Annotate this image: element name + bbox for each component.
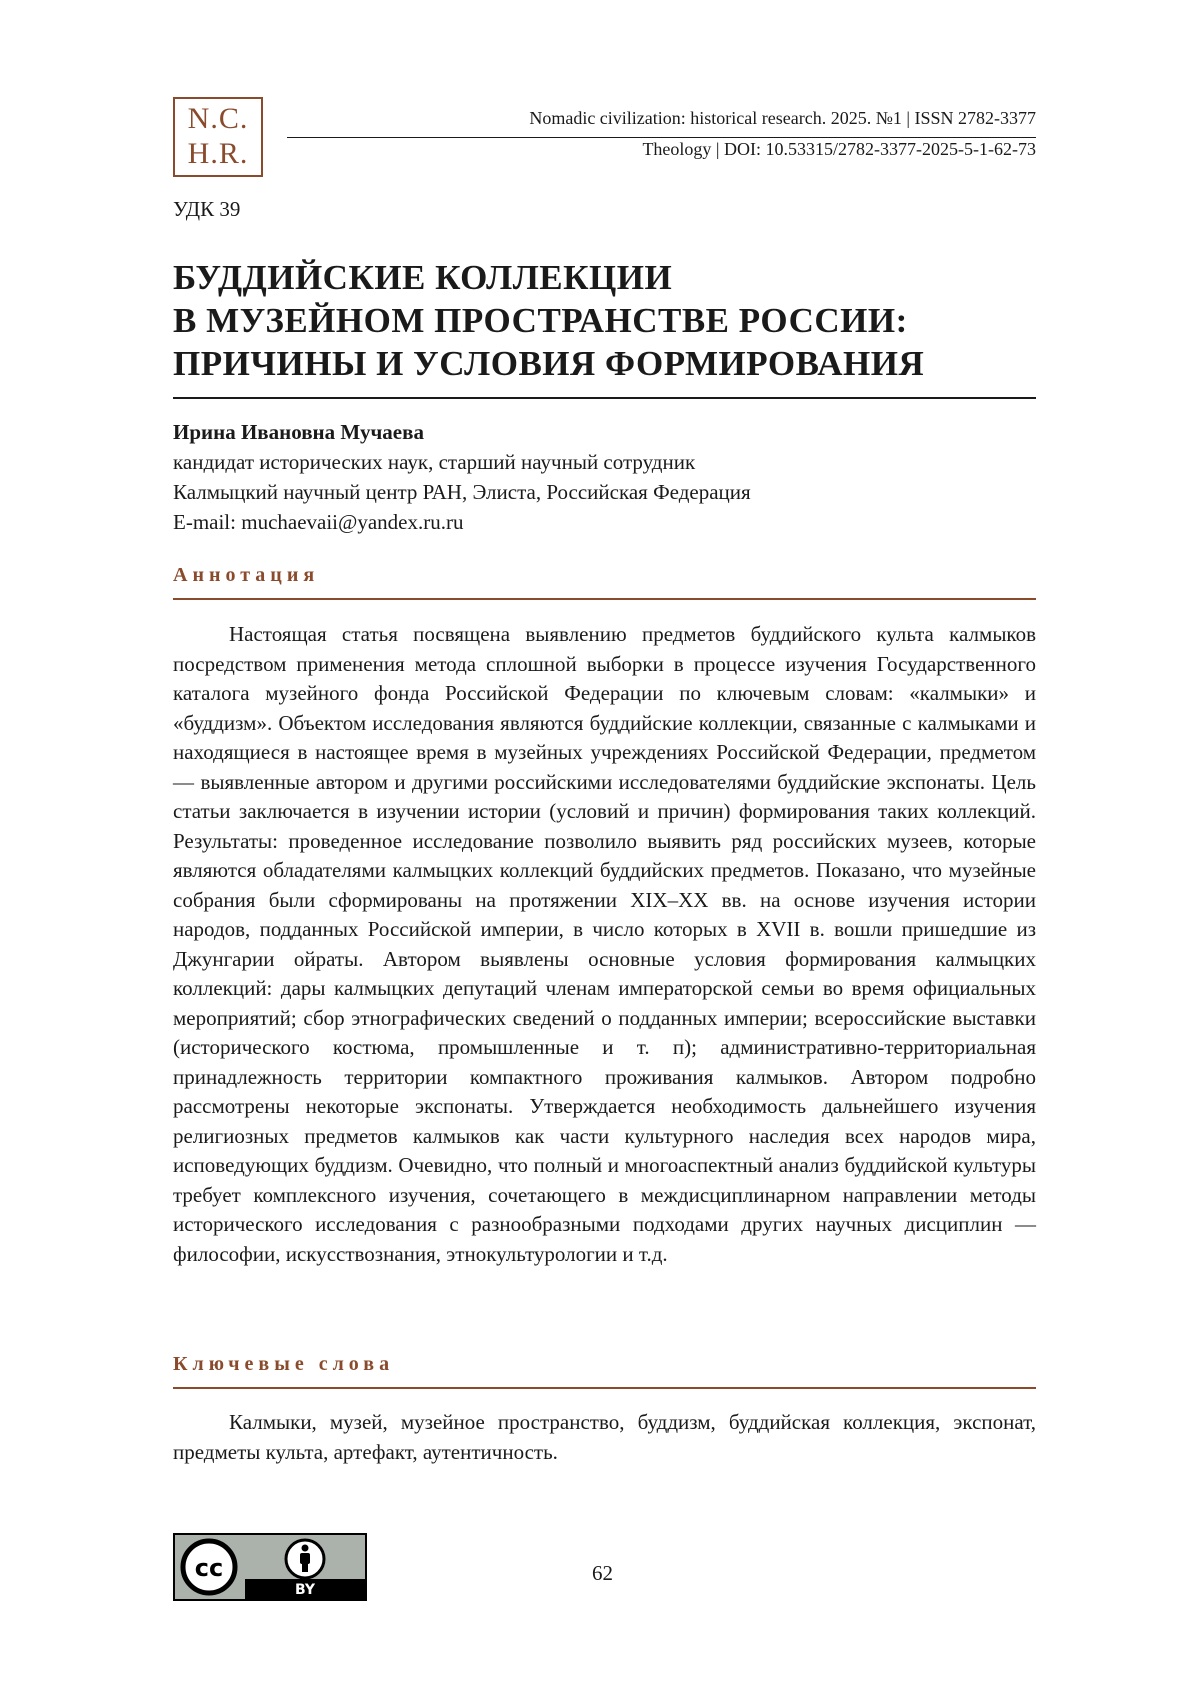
author-position: кандидат исторических наук, старший научный сотрудник	[173, 450, 696, 474]
title-divider	[173, 397, 1036, 399]
abstract-body	[173, 620, 1036, 1269]
title-line-1: БУДДИЙСКИЕ КОЛЛЕКЦИИ	[173, 258, 673, 297]
abstract-heading: Аннотация	[173, 564, 320, 586]
logo-line-2: H.R.	[187, 137, 249, 170]
title-line-2: В МУЗЕЙНОМ ПРОСТРАНСТВЕ РОССИИ:	[173, 301, 908, 340]
keywords-body	[173, 1408, 1036, 1467]
svg-text:cc: cc	[194, 1554, 224, 1582]
keywords-heading: Ключевые слова	[173, 1353, 395, 1375]
author-name: Ирина Ивановна Мучаева	[173, 420, 424, 444]
attribution-icon	[283, 1537, 327, 1581]
page-number: 62	[592, 1561, 613, 1585]
creative-commons-icon	[179, 1537, 239, 1597]
keywords-divider	[173, 1387, 1036, 1389]
keywords-text: Калмыки, музей, музейное пространство, буддизм, буддийская коллекция, экспонат, предметы культа, артефакт, аутентичность.	[173, 1410, 1036, 1464]
cc-by-license-badge[interactable]	[173, 1533, 367, 1601]
udk-code: УДК 39	[173, 197, 241, 221]
journal-citation: Nomadic civilization: historical research. 2025. №1 | ISSN 2782-3377	[529, 108, 1036, 128]
by-label: BY	[294, 1582, 316, 1598]
abstract-text: Настоящая статья посвящена выявлению предметов буддийского культа калмыков посредством применения метода сплошной выборки в процессе изучения Государственного каталога музейного фонда Российской Федерации по ключевым словам: «калмыки» и «буддизм». Объектом исследования являются буддийские коллекции, связанные с калмыками и находящиеся в настоящее время в музейных учреждениях Российской Федерации, предметом — выявленные автором и другими российскими исследователями буддийские экспонаты. Цель статьи заключается в изучении истории (условий и причин) формирования таких коллекций. Результаты: проведенное исследование позволило выявить ряд российских музеев, которые являются обладателями калмыцких коллекций буддийских предметов. Показано, что музейные собрания были сформированы на протяжении XIX–XX вв. на основе изучения истории народов, подданных Российской империи, в число которых в XVII в. вошли пришедшие из Джунгарии ойраты. Автором выявлены основные условия формирования калмыцких коллекций: дары калмыцких депутаций членам императорской семьи во время официальных мероприятий; сбор этнографических сведений о подданных империи; всероссийские выставки (исторического костюма, промышленные и т. п); административно-территориальная принадлежность территории компактного проживания калмыков. Автором подробно рассмотрены некоторые экспонаты. Утверждается необходимость дальнейшего изучения религиозных предметов калмыков как части культурного наследия всех народов мира, исповедующих буддизм. Очевидно, что полный и многоаспектный анализ буддийской культуры требует комплексного изучения, сочетающего в междисциплинарном направлении методы исторического исследования с разнообразными подходами других научных дисциплин — философии, искусствознания, этнокультурологии и т.д.	[173, 622, 1036, 1266]
header-divider	[287, 137, 1036, 138]
author-affiliation: Калмыцкий научный центр РАН, Элиста, Российская Федерация	[173, 480, 751, 504]
doi-line: Theology | DOI: 10.53315/2782-3377-2025-5-1-62-73	[642, 139, 1036, 159]
article-title	[173, 256, 1033, 385]
abstract-divider	[173, 598, 1036, 600]
title-line-3: ПРИЧИНЫ И УСЛОВИЯ ФОРМИРОВАНИЯ	[173, 344, 925, 383]
logo-line-1: N.C.	[187, 102, 249, 135]
author-block	[173, 417, 751, 537]
author-email[interactable]: E-mail: muchaevaii@yandex.ru.ru	[173, 510, 464, 534]
journal-logo	[173, 97, 263, 177]
